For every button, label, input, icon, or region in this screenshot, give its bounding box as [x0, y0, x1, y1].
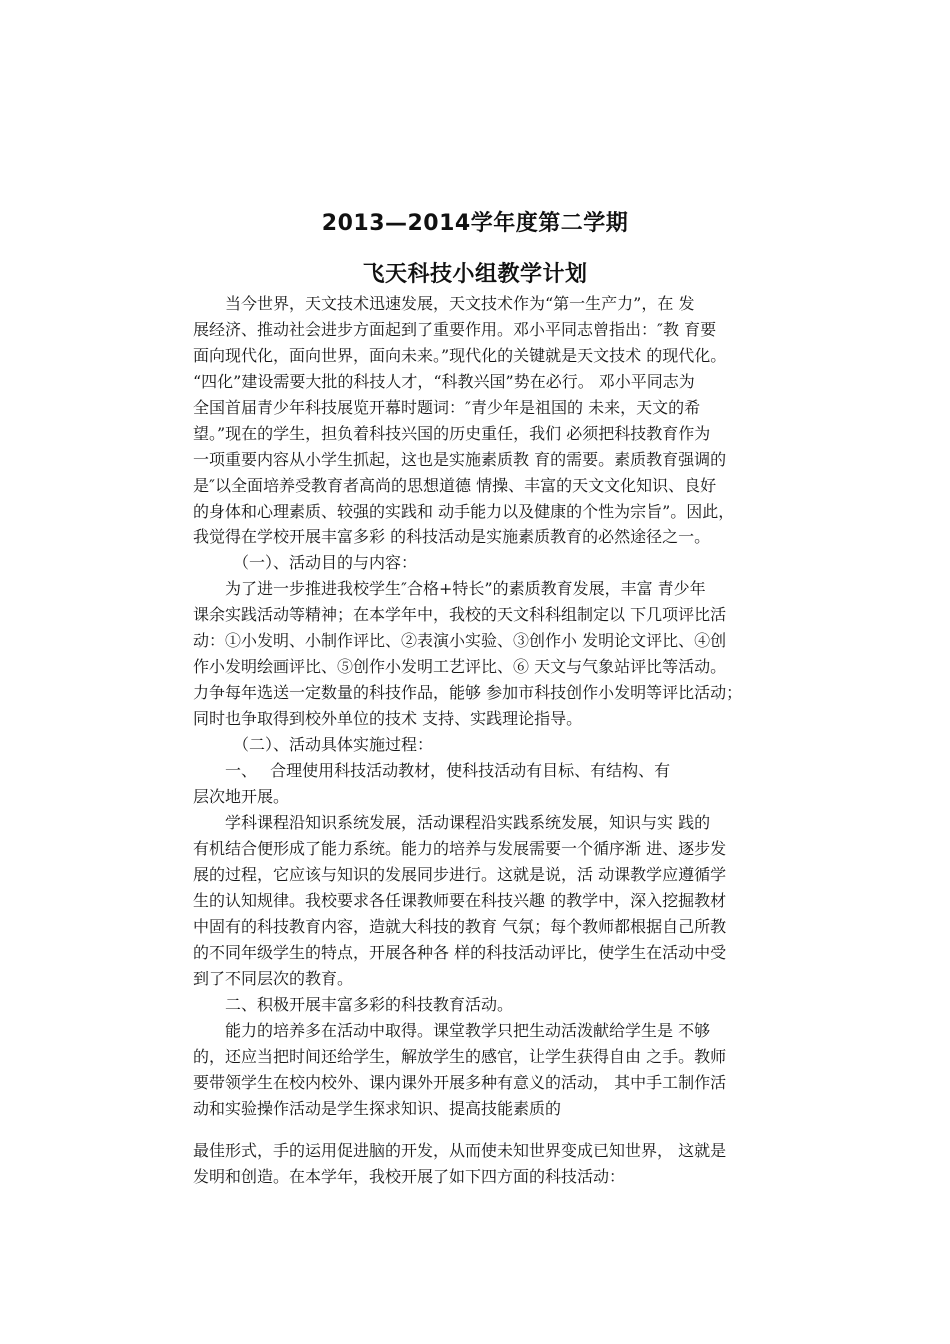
body-line: 发明和创造。在本学年，我校开展了如下四方面的科技活动：: [193, 1167, 626, 1186]
body-line: 动：①小发明、小制作评比、②表演小实验、③创作小 发明论文评比、④创: [193, 631, 727, 650]
body-line: 层次地开展。: [193, 787, 290, 806]
body-line: 为了进一步推进我校学生″合格+特长”的素质教育发展，丰富 青少年: [193, 579, 706, 598]
body-line: 的身体和心理素质、较强的实践和 动手能力以及健康的个性为宗旨”。因此，: [193, 502, 735, 521]
body-line: 全国首届青少年科技展览开幕时题词：″青少年是祖国的 未来，天文的希: [193, 398, 701, 417]
body-line: 作小发明绘画评比、⑤创作小发明工艺评比、⑥ 天文与气象站评比等活动。: [193, 657, 727, 676]
body-line: 动和实验操作活动是学生探求知识、提高技能素质的: [193, 1099, 562, 1118]
body-line: 力争每年选送一定数量的科技作品，能够 参加市科技创作小发明等评比活动；: [193, 683, 743, 702]
body-line: 是″以全面培养受教育者高尚的思想道德 情操、丰富的天文文化知识、良好: [193, 476, 717, 495]
body-line: 一、 合理使用科技活动教材，使科技活动有目标、有结构、有: [193, 761, 671, 780]
body-line: 中固有的科技教育内容，造就大科技的教育 气氛；每个教师都根据自己所教: [193, 917, 727, 936]
body-line: 面向现代化，面向世界，面向未来。”现代化的关键就是天文技术 的现代化。: [193, 346, 727, 365]
body-line: 的，还应当把时间还给学生，解放学生的感官，让学生获得自由 之手。教师: [193, 1047, 727, 1066]
body-line: 学科课程沿知识系统发展，活动课程沿实践系统发展，知识与实 践的: [193, 813, 711, 832]
body-line: 我觉得在学校开展丰富多彩 的科技活动是实施素质教育的必然途径之一。: [193, 527, 711, 546]
body-line: 展经济、推动社会进步方面起到了重要作用。邓小平同志曾指出：″教 育要: [193, 320, 717, 339]
body-line: 同时也争取得到校外单位的技术 支持、实践理论指导。: [193, 709, 583, 728]
body-line: 要带领学生在校内校外、课内课外开展多种有意义的活动， 其中手工制作活: [193, 1073, 727, 1092]
section-heading: （二）、活动具体实施过程：: [193, 735, 434, 754]
body-line: 课余实践活动等精神；在本学年中，我校的天文科科组制定以 下几项评比活: [193, 605, 727, 624]
body-line: 到了不同层次的教育。: [193, 969, 354, 988]
body-line: “四化”建设需要大批的科技人才，“科教兴国”势在必行。 邓小平同志为: [193, 372, 695, 391]
body-line: 最佳形式，手的运用促进脑的开发，从而使未知世界变成已知世界， 这就是: [193, 1141, 727, 1160]
body-line: 能力的培养多在活动中取得。课堂教学只把生动活泼献给学生是 不够: [193, 1021, 711, 1040]
section-heading: 二、积极开展丰富多彩的科技教育活动。: [193, 995, 514, 1014]
body-line: 展的过程，它应该与知识的发展同步进行。这就是说，活 动课教学应遵循学: [193, 865, 727, 884]
body-line: 望。”现在的学生，担负着科技兴国的历史重任，我们 必须把科技教育作为: [193, 424, 711, 443]
section-heading: （一）、活动目的与内容：: [193, 553, 418, 572]
body-line: 一项重要内容从小学生抓起，这也是实施素质教 育的需要。素质教育强调的: [193, 450, 727, 469]
body-line: 当今世界，天文技术迅速发展，天文技术作为“第一生产力”，在 发: [193, 294, 695, 313]
document-title: 2013—2014学年度第二学期: [321, 211, 629, 236]
body-line: 生的认知规律。我校要求各任课教师要在科技兴趣 的教学中，深入挖掘教材: [193, 891, 727, 910]
body-line: 的不同年级学生的特点，开展各种各 样的科技活动评比，使学生在活动中受: [193, 943, 727, 962]
document-subtitle: 飞天科技小组教学计划: [362, 262, 588, 287]
body-line: 有机结合便形成了能力系统。能力的培养与发展需要一个循序渐 进、逐步发: [193, 839, 727, 858]
